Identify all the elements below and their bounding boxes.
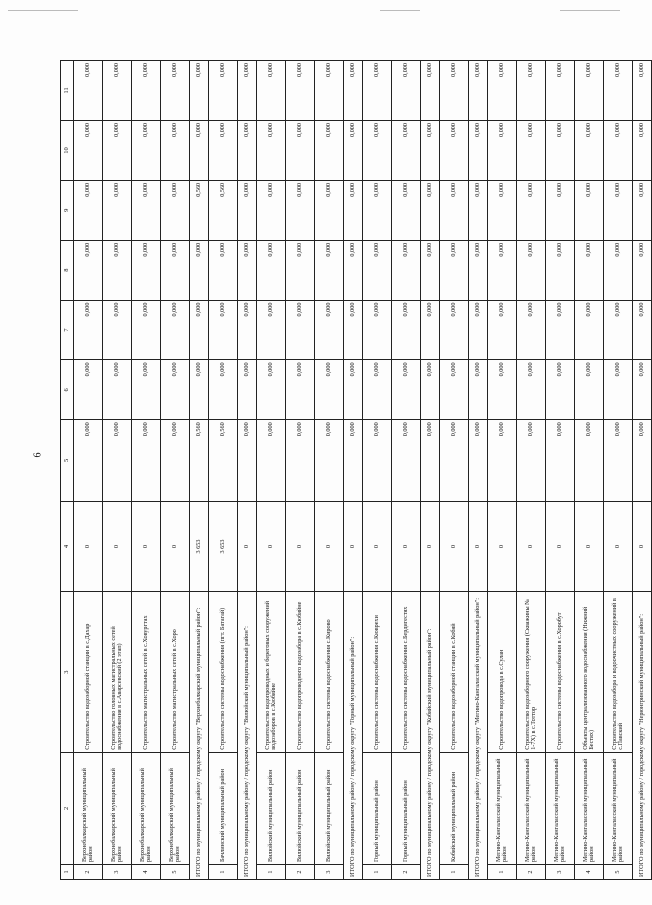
table-cell: 0,000 xyxy=(238,61,257,121)
table-cell: 0,560 xyxy=(190,180,209,240)
table-cell: Верхнебалкарский муниципальный район xyxy=(161,752,190,864)
table-cell: 0,000 xyxy=(392,300,421,360)
table-row xyxy=(315,61,344,880)
table-cell: 0,000 xyxy=(392,360,421,420)
table-cell: 0,000 xyxy=(286,300,315,360)
total-row xyxy=(469,61,488,880)
table-row xyxy=(209,61,238,880)
table-cell: 0,000 xyxy=(257,420,286,501)
table-cell: Строительство водозаборной станции в с.Дахар xyxy=(74,592,103,752)
table-cell: 0,000 xyxy=(315,180,344,240)
table-cell: 0 xyxy=(421,501,440,592)
table-cell: 0,000 xyxy=(604,61,633,121)
table-cell: Вилюйский муниципальный район xyxy=(315,752,344,864)
table-cell: Строительство водопроводных и береговых сооружений водозаборов в с.Кюбяйне xyxy=(257,592,286,752)
table-cell: 0,000 xyxy=(633,180,652,240)
table-cell: 3 xyxy=(103,865,132,880)
page-number: 6 xyxy=(32,452,44,458)
table-cell: 0,000 xyxy=(517,61,546,121)
table-cell: 0,000 xyxy=(74,180,103,240)
table-cell: 2 xyxy=(392,865,421,880)
table-cell: 0,000 xyxy=(604,121,633,181)
table-cell: 0,000 xyxy=(74,240,103,300)
header-cell: 3 xyxy=(61,592,74,752)
table-cell: 0,000 xyxy=(209,300,238,360)
table-cell: 0,000 xyxy=(633,300,652,360)
total-row xyxy=(344,61,363,880)
table-cell: Верхнебалкарский муниципальный район xyxy=(74,752,103,864)
table-cell: Строительство водозаборной станции в с.Кобяй xyxy=(440,592,469,752)
table-cell: 0,000 xyxy=(575,180,604,240)
table-cell: 0 xyxy=(546,501,575,592)
table-cell: Кобяйский муниципальный район xyxy=(440,752,469,864)
table-cell: 0,000 xyxy=(238,300,257,360)
table-row xyxy=(440,61,469,880)
table-cell: 0,000 xyxy=(238,360,257,420)
table-cell: 0,000 xyxy=(517,360,546,420)
table-cell: Строительство магистральных сетей в с.Ховургтах xyxy=(132,592,161,752)
table-cell: 0,000 xyxy=(546,420,575,501)
table-cell: 0,000 xyxy=(209,61,238,121)
table-cell: 0,000 xyxy=(392,121,421,181)
table-cell: 0,000 xyxy=(363,420,392,501)
table-cell: 0,000 xyxy=(238,180,257,240)
table-cell: 0,000 xyxy=(315,240,344,300)
table-cell: 0,000 xyxy=(315,360,344,420)
table-cell: 0,000 xyxy=(546,180,575,240)
table-cell: 0,000 xyxy=(209,240,238,300)
table-cell: 0,000 xyxy=(517,420,546,501)
table-cell: 0 xyxy=(604,501,633,592)
header-cell: 6 xyxy=(61,360,74,420)
table-cell: 0,000 xyxy=(132,61,161,121)
table-cell: 0,000 xyxy=(392,180,421,240)
table-cell: 0 xyxy=(517,501,546,592)
table-row xyxy=(392,61,421,880)
table-cell: 0,000 xyxy=(488,300,517,360)
table-cell: 0,000 xyxy=(315,300,344,360)
table-cell: 0,000 xyxy=(469,180,488,240)
table-cell: Строительство системы водоснабжения с.Кирово xyxy=(315,592,344,752)
table-cell: 0,000 xyxy=(392,61,421,121)
table-cell: 0 xyxy=(392,501,421,592)
table-cell: 0,000 xyxy=(575,360,604,420)
table-cell: 0,000 xyxy=(315,61,344,121)
table-cell: 0,000 xyxy=(257,180,286,240)
table-cell: 0,000 xyxy=(440,420,469,501)
table-cell: Верхнебалкарский муниципальный район xyxy=(103,752,132,864)
table-cell: 0,000 xyxy=(257,240,286,300)
table-cell: 0,000 xyxy=(103,180,132,240)
table-cell: 0 xyxy=(286,501,315,592)
table-cell: 3 653 xyxy=(190,501,209,592)
header-cell: 1 xyxy=(61,865,74,880)
table-cell: 0,000 xyxy=(421,61,440,121)
table-row xyxy=(546,61,575,880)
table-cell: 0,000 xyxy=(517,180,546,240)
table-cell: Мегино-Кангаласский муниципальный район xyxy=(488,752,517,864)
table-cell: 0,000 xyxy=(103,420,132,501)
table-cell: Вилюйский муниципальный район xyxy=(286,752,315,864)
table-cell: 0,000 xyxy=(633,240,652,300)
table-cell: 0,000 xyxy=(604,180,633,240)
total-row xyxy=(238,61,257,880)
table-cell: 0,000 xyxy=(315,420,344,501)
table-cell: 0 xyxy=(257,501,286,592)
table-cell: 0,000 xyxy=(132,360,161,420)
table-cell: 0,000 xyxy=(363,300,392,360)
table-cell: 0,000 xyxy=(344,180,363,240)
table-cell: 1 xyxy=(209,865,238,880)
table-row xyxy=(604,61,633,880)
total-label: ИТОГО по муниципальному району / городскому округу "Кобяйский муниципальный район": xyxy=(421,592,440,880)
table-cell: 0 xyxy=(161,501,190,592)
table-cell: 0,000 xyxy=(469,420,488,501)
table-cell: 0,000 xyxy=(363,180,392,240)
table-cell: 1 xyxy=(363,865,392,880)
table-cell: 0,000 xyxy=(161,180,190,240)
header-cell: 7 xyxy=(61,300,74,360)
table-cell: 0,000 xyxy=(546,61,575,121)
table-cell: 0,000 xyxy=(190,240,209,300)
table-cell: 0,000 xyxy=(633,360,652,420)
table-cell: 0,000 xyxy=(103,121,132,181)
table-cell: 0,000 xyxy=(517,240,546,300)
table-cell: 0 xyxy=(633,501,652,592)
table-cell: Объекты централизованного водоснабжения (Нижний Бестях) xyxy=(575,592,604,752)
table-cell: 2 xyxy=(517,865,546,880)
table-cell: 0,000 xyxy=(103,61,132,121)
header-cell: 10 xyxy=(61,121,74,181)
table-cell: 0 xyxy=(488,501,517,592)
table-cell: 0,000 xyxy=(132,121,161,181)
table-cell: 4 xyxy=(575,865,604,880)
header-cell: 4 xyxy=(61,501,74,592)
rotated-table-wrapper xyxy=(60,60,645,880)
table-cell: 0,000 xyxy=(161,360,190,420)
table-cell: Строительство водозаборного сооружения (Скважины № 1-7Х) в с.Тоттор xyxy=(517,592,546,752)
table-cell: 0,000 xyxy=(344,420,363,501)
table-row xyxy=(575,61,604,880)
table-cell: 0,000 xyxy=(238,420,257,501)
table-cell: 0,000 xyxy=(575,61,604,121)
table-cell: 0,000 xyxy=(209,121,238,181)
table-cell: 0,000 xyxy=(469,300,488,360)
total-row xyxy=(421,61,440,880)
table-cell: 1 xyxy=(488,865,517,880)
table-cell: 0,000 xyxy=(238,240,257,300)
table-cell: 2 xyxy=(74,865,103,880)
table-cell: 0,000 xyxy=(257,61,286,121)
table-cell: 0,000 xyxy=(74,121,103,181)
table-cell: 0 xyxy=(575,501,604,592)
table-cell: Горный муниципальный район xyxy=(392,752,421,864)
table-cell: 0,000 xyxy=(440,360,469,420)
table-cell: 0,000 xyxy=(344,121,363,181)
table-cell: 5 xyxy=(604,865,633,880)
table-cell: 0,000 xyxy=(286,420,315,501)
table-cell: Строительство водозабора и водоочистных сооружений в с.Павский xyxy=(604,592,633,752)
table-cell: 0,000 xyxy=(286,61,315,121)
table-cell: Строительство магистральных сетей в с.Хоро xyxy=(161,592,190,752)
table-cell: 0,000 xyxy=(421,420,440,501)
table-row xyxy=(286,61,315,880)
table-row xyxy=(74,61,103,880)
table-cell: 3 xyxy=(546,865,575,880)
table-cell: 0,000 xyxy=(161,121,190,181)
table-cell: 0,000 xyxy=(440,180,469,240)
table-row xyxy=(363,61,392,880)
table-cell: 0,000 xyxy=(421,240,440,300)
table-cell: 0,000 xyxy=(633,61,652,121)
table-cell: 0,000 xyxy=(257,300,286,360)
table-cell: 0,000 xyxy=(440,300,469,360)
table-cell: 0,000 xyxy=(604,360,633,420)
table-row xyxy=(517,61,546,880)
total-row xyxy=(633,61,652,880)
table-cell: 0 xyxy=(440,501,469,592)
table-cell: 1 xyxy=(440,865,469,880)
table-cell: 0,000 xyxy=(103,360,132,420)
table-cell: 0 xyxy=(74,501,103,592)
table-cell: 0,000 xyxy=(546,360,575,420)
table-cell: 0,000 xyxy=(190,121,209,181)
table-cell: 0 xyxy=(363,501,392,592)
table-cell: 0,000 xyxy=(421,300,440,360)
table-row xyxy=(132,61,161,880)
table-cell: 0,000 xyxy=(132,300,161,360)
table-cell: Бачлинский муниципальный район xyxy=(209,752,238,864)
table-cell: 0,000 xyxy=(315,121,344,181)
table-cell: 0,000 xyxy=(161,61,190,121)
table-cell: 0,000 xyxy=(546,240,575,300)
table-row xyxy=(488,61,517,880)
table-cell: 0,000 xyxy=(209,360,238,420)
scan-artifact xyxy=(8,10,78,11)
table-row xyxy=(103,61,132,880)
table-cell: 0,000 xyxy=(392,420,421,501)
table-cell: 0,000 xyxy=(363,360,392,420)
table-cell: 0,000 xyxy=(286,121,315,181)
table-cell: 0,000 xyxy=(604,240,633,300)
table-cell: 0,560 xyxy=(190,420,209,501)
header-row xyxy=(61,61,74,880)
table-cell: Строительство системы водоснабжения с.Бердигестях xyxy=(392,592,421,752)
table-cell: 0,000 xyxy=(488,420,517,501)
header-cell: 11 xyxy=(61,61,74,121)
table-cell: 0,000 xyxy=(440,121,469,181)
table-cell: 0 xyxy=(103,501,132,592)
table-cell: Строительство системы водоснабжения с.Кюврехи xyxy=(363,592,392,752)
table-cell: 0,000 xyxy=(469,360,488,420)
table-cell: 2 xyxy=(286,865,315,880)
table-cell: 1 xyxy=(257,865,286,880)
table-cell: Строительство водопроводного водозабора в с.Кюбяйне xyxy=(286,592,315,752)
header-cell: 9 xyxy=(61,180,74,240)
table-cell: 5 xyxy=(161,865,190,880)
table-cell: 0,000 xyxy=(488,61,517,121)
table-row xyxy=(161,61,190,880)
table-cell: 0,000 xyxy=(103,240,132,300)
table-cell: 0 xyxy=(238,501,257,592)
table-cell: 0,000 xyxy=(74,360,103,420)
table-cell: 0,000 xyxy=(575,420,604,501)
table-cell: 0,000 xyxy=(633,121,652,181)
table-cell: Верхнебалкарский муниципальный район xyxy=(132,752,161,864)
table-cell: 0,000 xyxy=(440,61,469,121)
table-cell: 0,560 xyxy=(209,420,238,501)
table-cell: 4 xyxy=(132,865,161,880)
table-cell: 0 xyxy=(132,501,161,592)
scan-artifact xyxy=(380,10,420,11)
table-cell: 0,000 xyxy=(132,240,161,300)
table-cell: 0,000 xyxy=(546,300,575,360)
table-cell: 0,000 xyxy=(421,121,440,181)
table-row xyxy=(257,61,286,880)
total-label: ИТОГО по муниципальному району / городскому округу "Нерюнгринский муниципальный район": xyxy=(633,592,652,880)
table-cell: 0,000 xyxy=(344,300,363,360)
table-cell: 0 xyxy=(469,501,488,592)
table-cell: 3 xyxy=(315,865,344,880)
table-cell: Вилюйский муниципальный район xyxy=(257,752,286,864)
table-cell: Строительство головных магистральных сетей водоснабжения в с.Аварсевский (2 этап) xyxy=(103,592,132,752)
table-cell: 0,000 xyxy=(363,61,392,121)
table-cell: Горный муниципальный район xyxy=(363,752,392,864)
table-cell: 0,000 xyxy=(161,300,190,360)
table-cell: 0,000 xyxy=(363,121,392,181)
table-cell: 0,000 xyxy=(488,240,517,300)
table-cell: Мегино-Кангаласский муниципальный район xyxy=(517,752,546,864)
scan-artifact xyxy=(560,10,620,11)
table-cell: 0 xyxy=(344,501,363,592)
table-cell: Мегино-Кангаласский муниципальный район xyxy=(575,752,604,864)
table-cell: 0,000 xyxy=(190,61,209,121)
table-body xyxy=(61,61,652,880)
budget-table xyxy=(60,60,652,880)
table-cell: 0,000 xyxy=(344,61,363,121)
header-cell: 5 xyxy=(61,420,74,501)
table-cell: 0,000 xyxy=(469,121,488,181)
table-cell: 0,000 xyxy=(488,360,517,420)
table-cell: 0,000 xyxy=(604,300,633,360)
table-cell: 0,000 xyxy=(190,360,209,420)
table-cell: 0,000 xyxy=(604,420,633,501)
table-cell: 0,000 xyxy=(575,240,604,300)
table-cell: 0,000 xyxy=(161,240,190,300)
table-cell: 0 xyxy=(315,501,344,592)
table-cell: 0,000 xyxy=(190,300,209,360)
table-cell: 0,000 xyxy=(132,420,161,501)
table-cell: 0,000 xyxy=(74,420,103,501)
table-cell: 0,000 xyxy=(469,240,488,300)
table-cell: 0,000 xyxy=(257,121,286,181)
table-cell: Мегино-Кангаласский муниципальный район xyxy=(546,752,575,864)
total-label: ИТОГО по муниципальному району / городскому округу "Горный муниципальный район": xyxy=(344,592,363,880)
table-cell: 0,000 xyxy=(344,360,363,420)
total-label: ИТОГО по муниципальному району / городскому округу "Верхнебалкарский муниципальный район": xyxy=(190,592,209,880)
table-cell: 0,000 xyxy=(421,360,440,420)
table-cell: 0,000 xyxy=(517,300,546,360)
table-cell: 0,000 xyxy=(633,420,652,501)
table-cell: 0,000 xyxy=(132,180,161,240)
table-cell: 0,560 xyxy=(209,180,238,240)
total-label: ИТОГО по муниципальному району / городскому округу "Мегино-Кангаласский муниципальный район": xyxy=(469,592,488,880)
table-cell: 0,000 xyxy=(238,121,257,181)
table-cell: 0,000 xyxy=(488,180,517,240)
table-cell: 0,000 xyxy=(440,240,469,300)
table-cell: Мегино-Кангаласский муниципальный район xyxy=(604,752,633,864)
table-cell: 0,000 xyxy=(257,360,286,420)
table-cell: 0,000 xyxy=(575,121,604,181)
table-cell: 0,000 xyxy=(469,61,488,121)
table-cell: 0,000 xyxy=(363,240,392,300)
header-cell: 8 xyxy=(61,240,74,300)
table-cell: 0,000 xyxy=(421,180,440,240)
table-cell: 0,000 xyxy=(546,121,575,181)
table-cell: 0,000 xyxy=(74,61,103,121)
table-cell: 0,000 xyxy=(74,300,103,360)
table-cell: 0,000 xyxy=(344,240,363,300)
table-cell: 0,000 xyxy=(286,360,315,420)
table-cell: Строительство системы водоснабжения (пгт. Батагай) xyxy=(209,592,238,752)
table-cell: Строительство системы водоснабжения в с.Хоробут xyxy=(546,592,575,752)
table-cell: 0,000 xyxy=(517,121,546,181)
table-cell: 0,000 xyxy=(286,240,315,300)
table-cell: 0,000 xyxy=(161,420,190,501)
total-row xyxy=(190,61,209,880)
table-cell: 3 653 xyxy=(209,501,238,592)
total-label: ИТОГО по муниципальному району / городскому округу "Вилюйский муниципальный район": xyxy=(238,592,257,880)
table-cell: 0,000 xyxy=(286,180,315,240)
table-cell: 0,000 xyxy=(488,121,517,181)
table-cell: 0,000 xyxy=(392,240,421,300)
table-cell: 0,000 xyxy=(103,300,132,360)
table-cell: 0,000 xyxy=(575,300,604,360)
header-cell: 2 xyxy=(61,752,74,864)
table-cell: Строительство водопровода в с.Сулан xyxy=(488,592,517,752)
